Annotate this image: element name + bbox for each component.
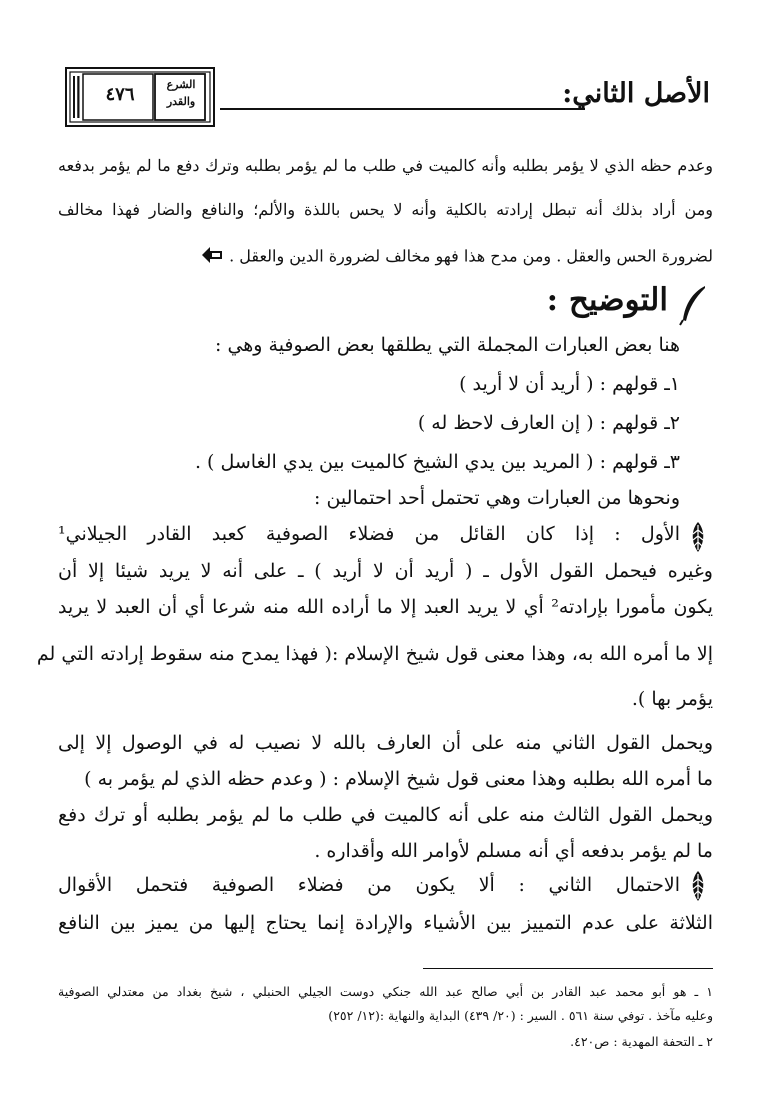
first-possibility-line1 (58, 523, 680, 545)
footnote-2: ٢ ـ التحفة المهدية : ص٤٢٠. (570, 1034, 713, 1049)
paragraph1-line1: وعدم حظه الذي لا يؤمر بطلبه وأنه كالميت في طلب ما لم يؤمر بطلبه وترك دفع ما لم يؤمر بدفعه (58, 156, 713, 175)
book-name-line1: الشرع (166, 78, 196, 91)
tawdih-heading-block (463, 280, 713, 330)
page-number: ٤٧٦ (105, 84, 135, 105)
footnote-1-line1: ١ ـ هو أبو محمد عبد القادر بن أبي صالح عبد الله جنكي دوست الجيلي الحنبلي ، شيخ بغداد من معتدلي الصوفية (58, 984, 713, 999)
tawdih-heading: التوضيح : (546, 282, 668, 318)
book-badge (65, 66, 215, 128)
leaf-ornament-icon-2 (687, 869, 709, 903)
header-rule (220, 108, 585, 110)
saying-2: ٢ـ قولهم : ( إن العارف لاحظ له ) (417, 412, 680, 434)
arrow-ornament-icon (200, 244, 224, 270)
footnote-1-line2: وعليه مآخذ . توفي سنة ٥٦١ . السير : (٢٠/ ٤٣٩) البداية والنهاية :(١٢/ ٢٥٢) (328, 1008, 713, 1023)
book-name (161, 76, 201, 110)
page-header (60, 60, 710, 140)
first-possibility-line4: إلا ما أمره الله به، وهذا معنى قول شيخ الإسلام :( فهذا يمدح منه سقوط إرادته التي لم (36, 643, 713, 665)
second-possibility-line2: الثلاثة على عدم التمييز بين الأشياء والإرادة إنما يحتاج إليها من يميز بين النافع (58, 912, 713, 934)
first-possibility-heading: الأول : إذا كان القائل من فضلاء الصوفية كعبد القادر الجيلاني¹ (58, 523, 680, 545)
first-possibility-line2: وغيره فيحمل القول الأول ـ ( أريد أن لا أريد ) ـ على أنه لا يريد شيئا إلا أن (58, 560, 713, 582)
paragraph1-line3 (192, 244, 713, 270)
feather-pen-icon (677, 284, 709, 326)
section-title: الأصل الثاني: (562, 78, 710, 109)
second-possibility-line1: الاحتمال الثاني : ألا يكون من فضلاء الصوفية فتحمل الأقوال (58, 874, 680, 896)
book-name-line2: والقدر (166, 95, 196, 109)
intro-line: هنا بعض العبارات المجملة التي يطلقها بعض الصوفية وهي : (215, 334, 680, 356)
possibilities-intro: ونحوها من العبارات وهي تحتمل أحد احتمالين : (314, 487, 680, 509)
saying-3: ٣ـ قولهم : ( المريد بين يدي الشيخ كالميت بين يدي الغاسل ) . (194, 451, 680, 473)
first-possibility-line5: يؤمر بها ). (631, 688, 713, 710)
leaf-ornament-icon (687, 520, 709, 554)
second-saying-line1: ويحمل القول الثاني منه على أن العارف بالله لا نصيب له في الوصول إلا إلى (58, 732, 713, 754)
paragraph1-line2: ومن أراد بذلك أنه تبطل إرادته بالكلية وأنه لا يحس باللذة والألم؛ والنافع والضار فهذا مخالف (58, 200, 713, 219)
second-saying-line2: ما أمره الله بطلبه وهذا معنى قول شيخ الإسلام : ( وعدم حظه الذي لم يؤمر به ) (84, 768, 713, 790)
saying-1: ١ـ قولهم : ( أريد أن لا أريد ) (459, 373, 680, 395)
paragraph1-line3-text: لضرورة الحس والعقل . ومن مدح هذا فهو مخالف لضرورة الدين والعقل . (229, 246, 713, 266)
third-saying-line2: ما لم يؤمر بدفعه أي أنه مسلم لأوامر الله وأقداره . (314, 840, 713, 862)
footnote-rule (423, 968, 713, 969)
first-possibility-line3: يكون مأمورا بإرادته² أي لا يريد العبد إلا ما أراده الله منه شرعا أي أن العبد لا يريد (58, 596, 713, 618)
third-saying-line1: ويحمل القول الثالث منه على أنه كالميت في طلب ما لم يؤمر بطلبه أو ترك دفع (58, 804, 713, 826)
